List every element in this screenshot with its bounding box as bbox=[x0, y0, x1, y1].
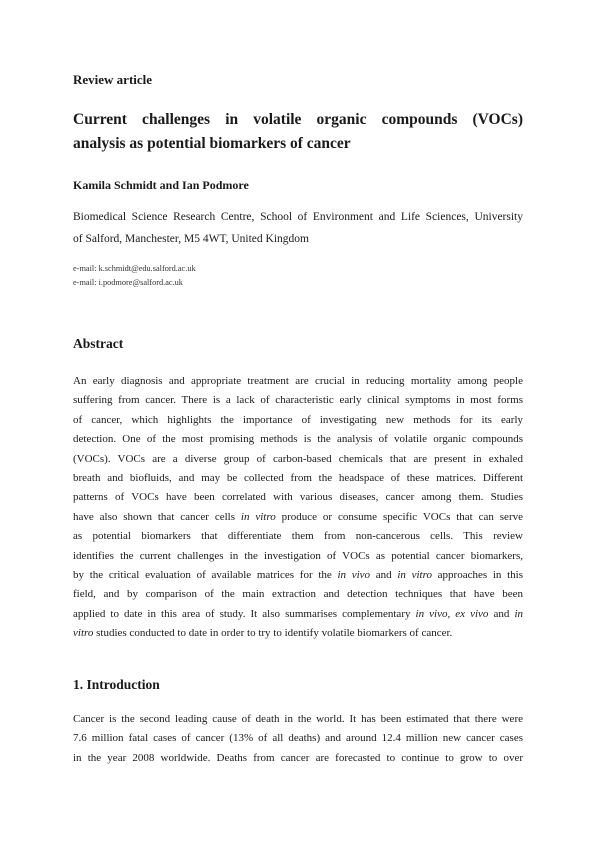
email-line: e-mail: k.schmidt@edu.salford.ac.uk bbox=[73, 264, 196, 273]
title-line: analysis as potential biomarkers of cancer bbox=[73, 135, 351, 152]
intro-line: 7.6 million fatal cases of cancer (13% of all deaths) and around 12.4 million new cancer cases bbox=[73, 732, 523, 745]
intro-line: Cancer is the second leading cause of death in the world. It has been estimated that there were bbox=[73, 713, 523, 725]
abstract-body bbox=[73, 372, 523, 644]
abstract-line: breath and biofluids, and may be collected from the headspace of these matrices. Different bbox=[73, 472, 523, 485]
abstract-line: identifies the current challenges in the investigation of VOCs as potential cancer biomarkers, bbox=[73, 549, 523, 562]
intro-line: in the year 2008 worldwide. Deaths from cancer are forecasted to continue to grow to over bbox=[73, 751, 523, 764]
affiliation-line: of Salford, Manchester, M5 4WT, United Kingdom bbox=[73, 233, 309, 245]
introduction-body bbox=[73, 710, 523, 768]
abstract-line: (VOCs). VOCs are a diverse group of carbon-based chemicals that are present in exhaled bbox=[73, 452, 523, 465]
abstract-line: suffering from cancer. There is a lack of characteristic early clinical symptoms in most forms bbox=[73, 394, 523, 407]
abstract-heading: Abstract bbox=[73, 336, 124, 351]
contact-emails bbox=[73, 262, 523, 290]
affiliation bbox=[73, 206, 523, 250]
abstract-line: An early diagnosis and appropriate treatment are crucial in reducing mortality among people bbox=[73, 375, 523, 387]
abstract-line: applied to date in this area of study. It also summarises complementary in vivo, ex vivo and in bbox=[73, 607, 524, 620]
title-line: Current challenges in volatile organic compounds (VOCs) bbox=[73, 111, 523, 128]
introduction-heading: 1. Introduction bbox=[73, 677, 160, 692]
abstract-line: of cancer, which highlights the importance of investigating new methods for its early bbox=[73, 413, 523, 426]
abstract-line: patterns of VOCs have been correlated with various diseases, cancer among them. Studies bbox=[73, 491, 523, 504]
affiliation-line: Biomedical Science Research Centre, School of Environment and Life Sciences, University bbox=[73, 211, 523, 223]
abstract-line: as potential biomarkers that differentiate them from non-cancerous cells. This review bbox=[73, 530, 523, 543]
abstract-line: detection. One of the most promising methods is the analysis of volatile organic compounds bbox=[73, 433, 523, 446]
authors: Kamila Schmidt and Ian Podmore bbox=[73, 178, 249, 192]
abstract-line: by the critical evaluation of available matrices for the in vivo and in vitro approaches in this bbox=[73, 569, 523, 582]
paper-title bbox=[73, 108, 523, 156]
abstract-line: vitro studies conducted to date in order to try to identify volatile biomarkers of cancer. bbox=[73, 627, 453, 640]
abstract-line: field, and by comparison of the main extraction and detection techniques that have been bbox=[73, 588, 523, 601]
email-line: e-mail: i.podmore@salford.ac.uk bbox=[73, 278, 183, 287]
abstract-line: have also shown that cancer cells in vitro produce or consume specific VOCs that can serve bbox=[73, 510, 523, 523]
article-type-label: Review article bbox=[73, 72, 153, 87]
